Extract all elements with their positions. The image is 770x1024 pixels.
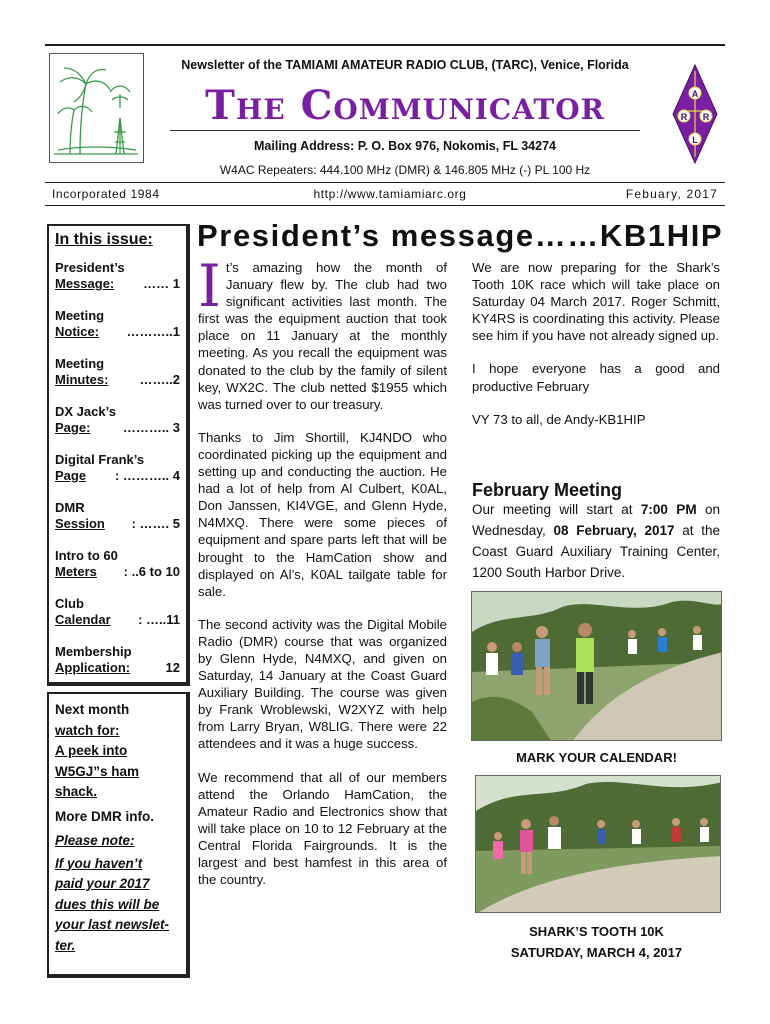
toc-page: ……….. 3 [122, 420, 180, 435]
club-logo [49, 53, 144, 163]
race-photo-1 [471, 591, 722, 741]
arrl-diamond-icon [670, 63, 720, 165]
runners-photo-icon [472, 592, 722, 741]
toc-page: 12 [165, 660, 180, 675]
toc-link: Message: [55, 276, 115, 291]
paragraph-5: We are now preparing for the Shark’s Tooth 10K race which will take place on Saturday 04 March 2017. Roger Schmitt, KY4RS is coordinating this activity. Please see him if you have not already signed up. [472, 260, 720, 344]
paragraph-7: VY 73 to all, de Andy-KB1HIP [472, 411, 646, 427]
top-rule [45, 44, 725, 46]
caption-line-2: SATURDAY, MARCH 4, 2017 [510, 945, 683, 960]
palm-tree-icon [50, 54, 143, 162]
title-rule [170, 130, 640, 131]
toc-page: : ……. 5 [131, 516, 180, 531]
toc-page: ………..1 [126, 324, 180, 339]
toc-line: DX Jack’s [55, 404, 116, 419]
website-link[interactable]: http://www.tamiamiarc.org [313, 187, 467, 201]
toc-link: Meters [55, 564, 97, 579]
article-headline: President’s message……KB1HIP [197, 218, 724, 253]
toc-link: Notice: [55, 324, 100, 339]
sharks-tooth-caption [471, 921, 722, 963]
incorporated-text: Incorporated 1984 [52, 187, 160, 201]
toc-link: Application: [55, 660, 131, 675]
toc-link: Page: [55, 420, 91, 435]
toc-link: Session [55, 516, 105, 531]
paragraph-1-text: t’s amazing how the month of January flew by. The club had two significant activities last month. The first was the equipment auction that took place on 11 January at the monthly meeting. As you recall the equipment was donated to the club by the family of silent key, WX2C. The club netted $1955 which was turned over to our treasury. [198, 260, 447, 412]
toc-line: Digital Frank’s [55, 452, 145, 467]
next-line: shack. [55, 784, 98, 799]
toc-page: ……..2 [139, 372, 180, 387]
race-photo-2 [475, 775, 721, 913]
paragraph-1 [198, 252, 447, 413]
meeting-text: Our meeting will start at [472, 502, 641, 517]
toc-item-presidents-message[interactable] [55, 260, 180, 292]
toc-page: : ……….. 4 [114, 468, 180, 483]
note-line: Please note: [55, 833, 135, 848]
toc-link: Minutes: [55, 372, 109, 387]
arrl-letter-l: L [692, 135, 698, 145]
meeting-details [472, 499, 720, 583]
table-of-contents [55, 260, 180, 692]
issue-date: Febuary, 2017 [625, 187, 718, 201]
next-line: A peek into [55, 743, 128, 758]
mailing-address: Mailing Address: P. O. Box 976, Nokomis, FL 34274 [254, 139, 556, 153]
toc-item-dmr-session[interactable] [55, 500, 180, 532]
toc-line: Meeting [55, 356, 105, 371]
drop-cap: I [198, 252, 221, 320]
note-line: paid your 2017 [55, 876, 150, 891]
toc-line: DMR [55, 500, 85, 515]
newsletter-line: Newsletter of the TAMIAMI AMATEUR RADIO CLUB, (TARC), Venice, Florida [181, 58, 629, 72]
toc-page: …… 1 [143, 276, 180, 291]
note-line: If you haven’t [55, 855, 143, 871]
toc-page: : …..11 [138, 612, 180, 627]
meeting-heading: February Meeting [472, 480, 623, 500]
arrl-letter-r2: R [702, 112, 710, 122]
note-line: ter. [55, 937, 76, 953]
next-line: W5GJ”s ham [55, 763, 140, 779]
meeting-time: 7:00 PM [640, 502, 697, 517]
note-line: dues this will be [55, 896, 160, 912]
meeting-text: on Wednesday, [472, 502, 720, 538]
arrl-letter-r1: R [680, 112, 688, 122]
next-line: watch for: [55, 722, 120, 738]
article-column-2 [472, 259, 720, 444]
article-column-1 [198, 252, 447, 904]
toc-item-meeting-notice[interactable] [55, 308, 180, 340]
repeaters-line: W4AC Repeaters: 444.100 MHz (DMR) & 146.805 MHz (-) PL 100 Hz [219, 163, 591, 177]
next-line: Next month [55, 702, 130, 717]
paragraph-3: The second activity was the Digital Mobile Radio (DMR) course that was organized by Glenn Hyde, N4MXQ, and given on Saturday, 14 January at the Coast Guard Auxiliary Building. The course was given by Frank Wroblewski, W2XYZ with help from Larry Bryan, W8LIG. There were 22 attendees and it was a huge success. [198, 616, 447, 752]
toc-item-meeting-minutes[interactable] [55, 356, 180, 388]
note-line: your last newslet- [55, 917, 170, 932]
toc-line: President’s [55, 260, 125, 275]
toc-link: Calendar [55, 612, 111, 627]
runners-photo-icon [476, 776, 721, 913]
toc-link: Page [55, 468, 87, 483]
mark-calendar-caption: MARK YOUR CALENDAR! [516, 750, 677, 765]
arrl-logo [670, 63, 720, 165]
toc-item-intro-60-meters[interactable] [55, 548, 180, 580]
toc-item-digital-franks-page[interactable] [55, 452, 180, 484]
toc-line: Club [55, 596, 84, 611]
meeting-date: 08 February, 2017 [553, 523, 675, 538]
meeting-text: at the Coast Guard Auxiliary Training Center, 1200 South Harbor Drive. [472, 523, 720, 580]
toc-item-dx-jacks-page[interactable] [55, 404, 180, 436]
toc-line: Intro to 60 [55, 548, 118, 563]
newsletter-title: The Communicator [205, 82, 605, 129]
arrl-letter-a: A [691, 89, 699, 99]
in-this-issue-heading: In this issue: [55, 231, 153, 248]
paragraph-4: We recommend that all of our members attend the Orlando HamCation, the Amateur Radio and Electronics show that will take place on 10 to 12 February at the Central Florida Fairgrounds. It is the largest and best hamfest in this area of the country. [198, 769, 447, 888]
next-line: More DMR info. [55, 808, 154, 824]
paragraph-2: Thanks to Jim Shortill, KJ4NDO who coordinated picking up the equipment and setting up and conducting the auction. He had a lot of help from Al Culbert, K0AL, Don Janssen, KI4VGE, and Glenn Hyde, N4MXQ. There were some pieces of equipment and spare parts left that will be brought to the HamCation show and displayed on Al’s, K0AL tailgate table for sale. [198, 429, 447, 599]
toc-line: Membership [55, 644, 132, 659]
toc-line: Meeting [55, 308, 105, 323]
next-month-text [55, 700, 185, 956]
toc-page: : ..6 to 10 [123, 564, 180, 579]
paragraph-6: I hope everyone has a good and productive February [472, 361, 720, 394]
caption-line-1: SHARK’S TOOTH 10K [529, 924, 664, 939]
toc-item-membership-application[interactable] [55, 644, 180, 676]
toc-item-club-calendar[interactable] [55, 596, 180, 628]
